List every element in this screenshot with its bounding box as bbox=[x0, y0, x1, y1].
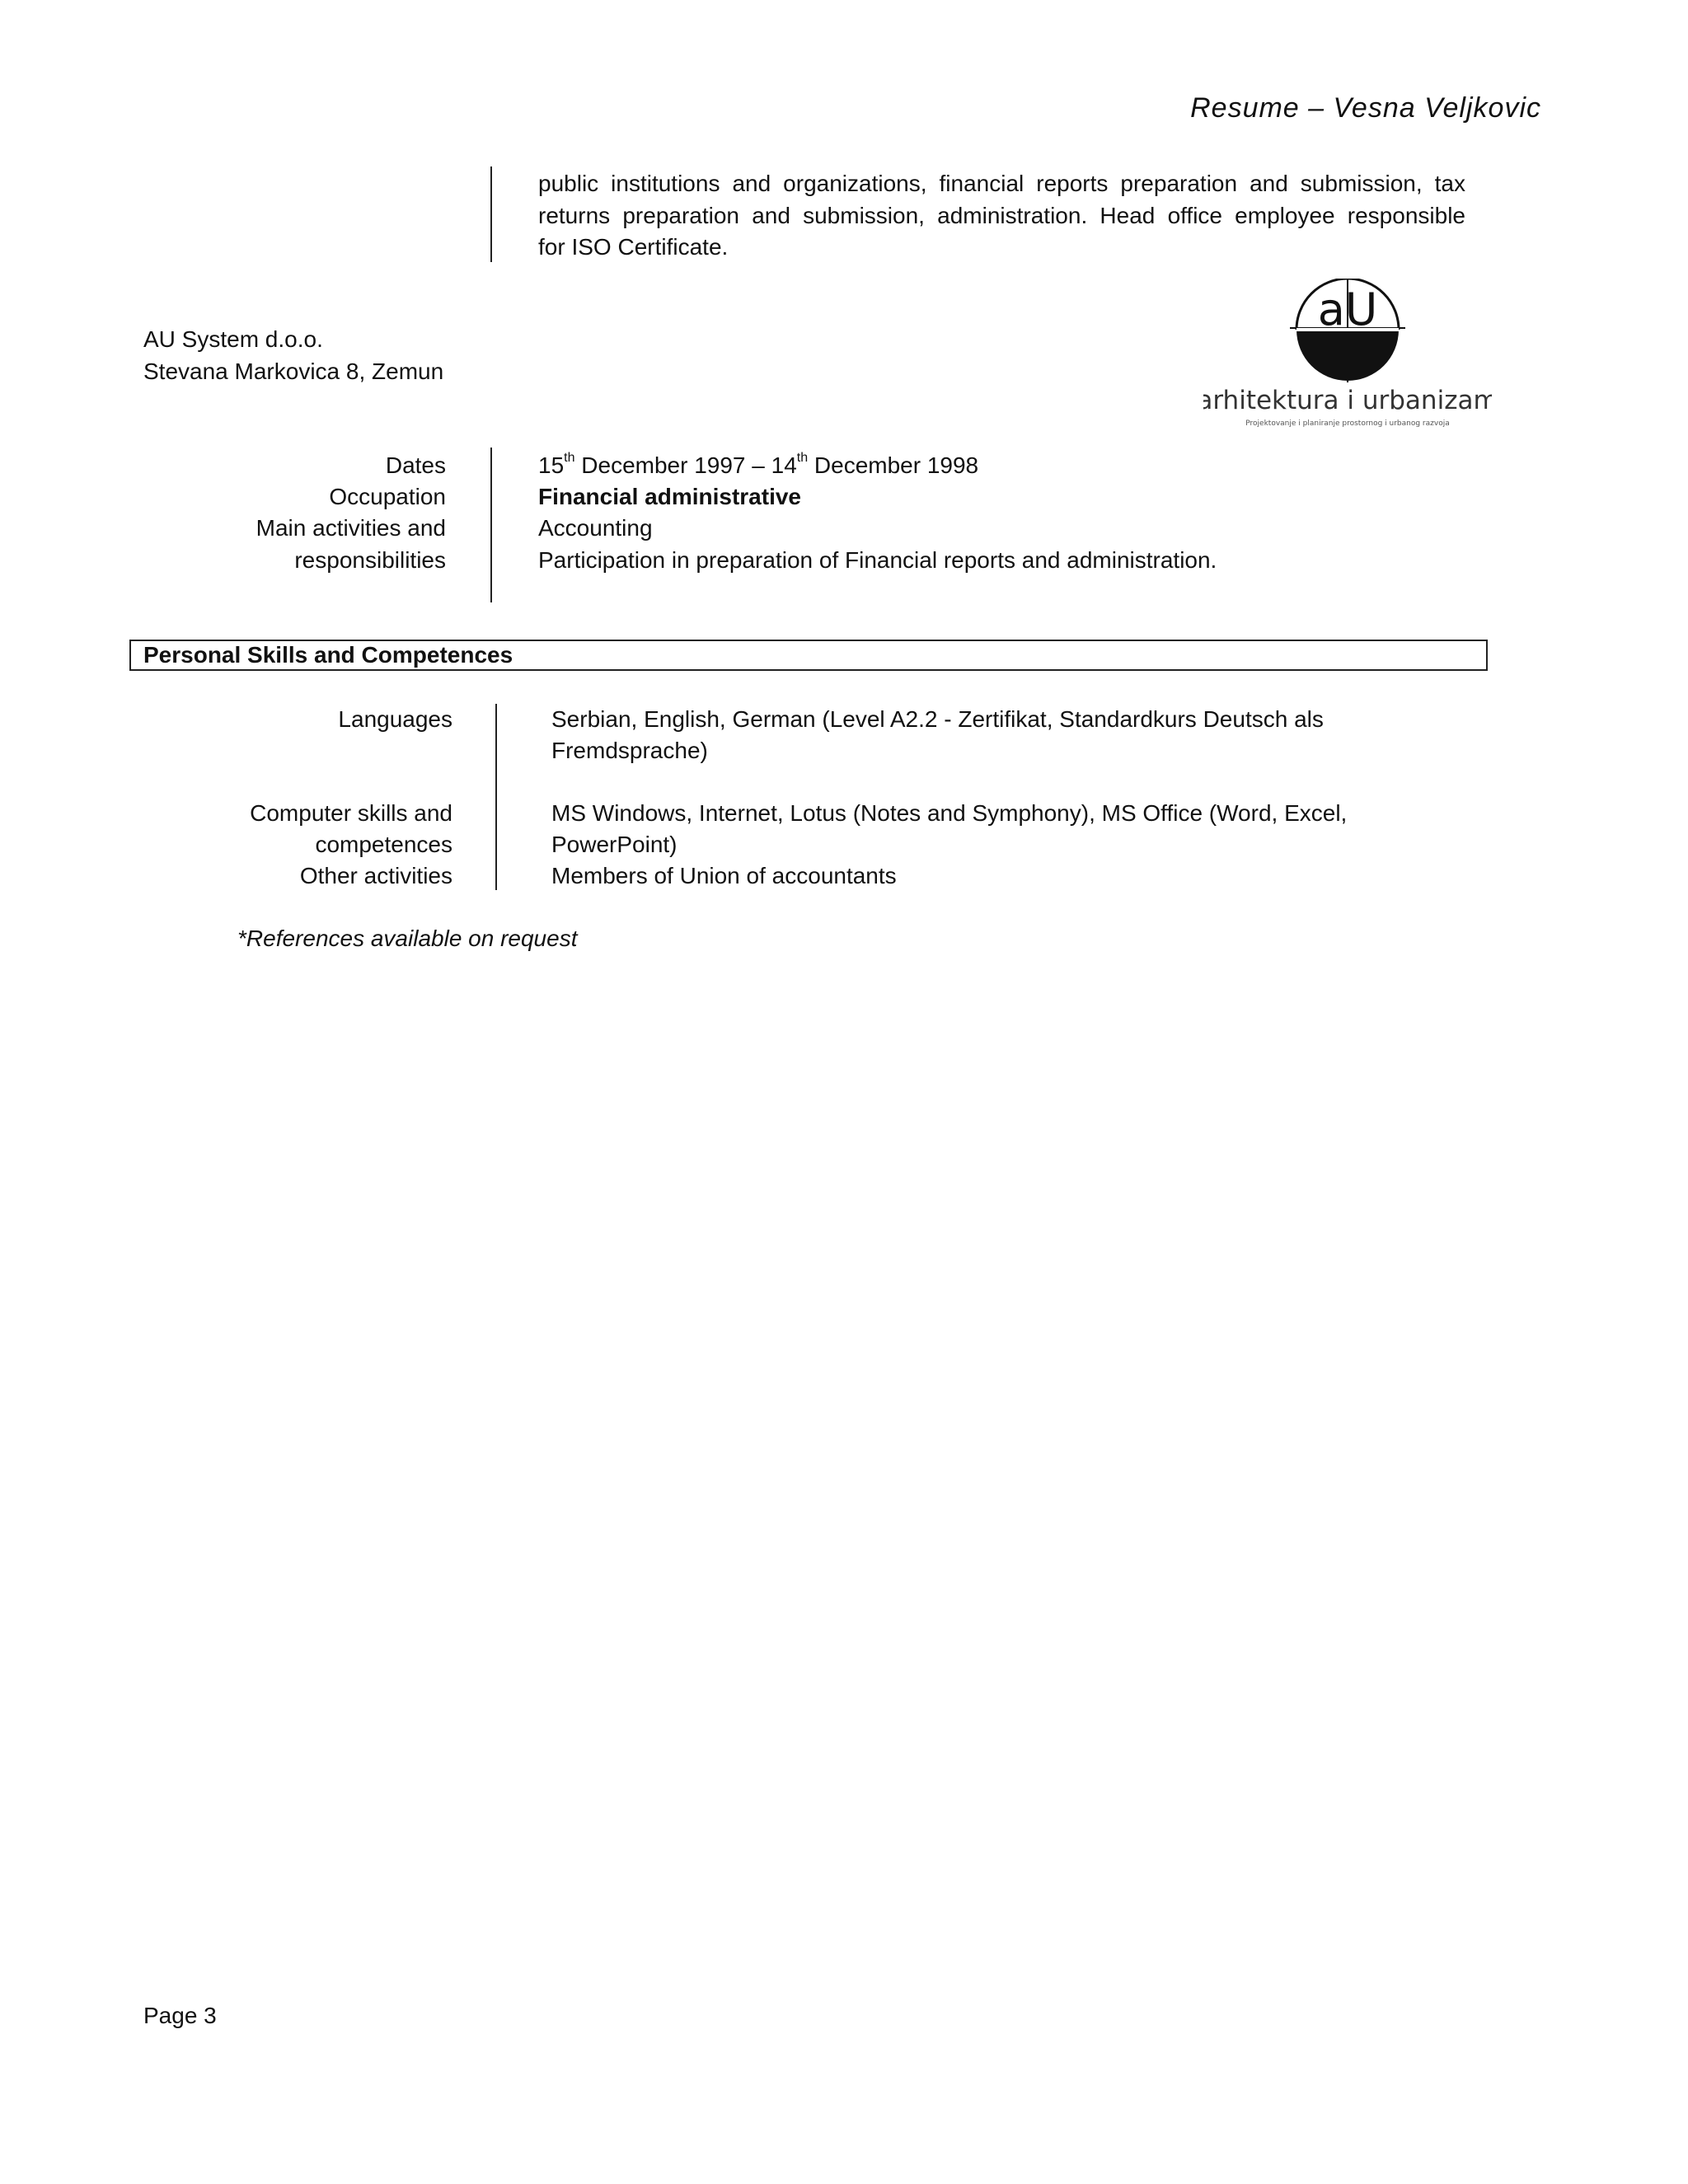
end-date: December 1998 bbox=[808, 452, 979, 478]
ordinal-suffix: th bbox=[564, 450, 575, 465]
description-line: returns preparation and submission, administration. Head office employee responsible bbox=[538, 202, 1465, 228]
references-note: *References available on request bbox=[237, 926, 578, 951]
label-dates: Dates bbox=[385, 452, 446, 478]
label-languages: Languages bbox=[338, 706, 452, 732]
job-responsibility: Participation in preparation of Financial reports and administration. bbox=[538, 547, 1217, 573]
divider-line bbox=[490, 166, 492, 262]
other-activities-value: Members of Union of accountants bbox=[551, 863, 897, 888]
computer-skills-value-cont: PowerPoint) bbox=[551, 832, 678, 857]
label-occupation: Occupation bbox=[329, 484, 446, 509]
label-responsibilities: responsibilities bbox=[294, 547, 446, 573]
job-description-continuation bbox=[538, 168, 1465, 264]
label-competences: competences bbox=[315, 832, 452, 857]
page-number: Page 3 bbox=[143, 2003, 217, 2028]
label-other-activities: Other activities bbox=[299, 863, 452, 888]
date-range-middle: December 1997 – 14 bbox=[574, 452, 797, 478]
section-title: Personal Skills and Competences bbox=[143, 642, 513, 668]
label-main-activities: Main activities and bbox=[256, 515, 446, 541]
divider-line bbox=[495, 704, 497, 890]
ordinal-suffix: th bbox=[796, 450, 809, 465]
description-line: public institutions and organizations, financial reports preparation and submission, tax bbox=[538, 171, 1465, 196]
employer-name: AU System d.o.o. bbox=[143, 326, 323, 352]
job-occupation: Financial administrative bbox=[538, 484, 801, 509]
start-day: 15 bbox=[538, 452, 565, 478]
resume-header-title: Resume – Vesna Veljkovic bbox=[1190, 92, 1541, 124]
description-line: for ISO Certificate. bbox=[538, 234, 729, 260]
job-activity: Accounting bbox=[538, 515, 653, 541]
logo-monogram: aU bbox=[1317, 284, 1378, 335]
computer-skills-value: MS Windows, Internet, Lotus (Notes and Symphony), MS Office (Word, Excel, bbox=[551, 800, 1348, 826]
label-computer-skills: Computer skills and bbox=[250, 800, 452, 826]
au-logo-icon bbox=[1203, 279, 1492, 429]
logo-tagline: Projektovanje i planiranje prostornog i urbanog razvoja bbox=[1245, 419, 1450, 428]
employer-address: Stevana Markovica 8, Zemun bbox=[143, 359, 444, 384]
divider-line bbox=[490, 448, 492, 602]
languages-value: Serbian, English, German (Level A2.2 - Zertifikat, Standardkurs Deutsch als bbox=[551, 706, 1324, 732]
company-logo bbox=[1203, 279, 1492, 429]
languages-value-cont: Fremdsprache) bbox=[551, 738, 708, 763]
job-dates bbox=[538, 450, 978, 482]
logo-name: arhitektura i urbanizam bbox=[1203, 386, 1492, 415]
